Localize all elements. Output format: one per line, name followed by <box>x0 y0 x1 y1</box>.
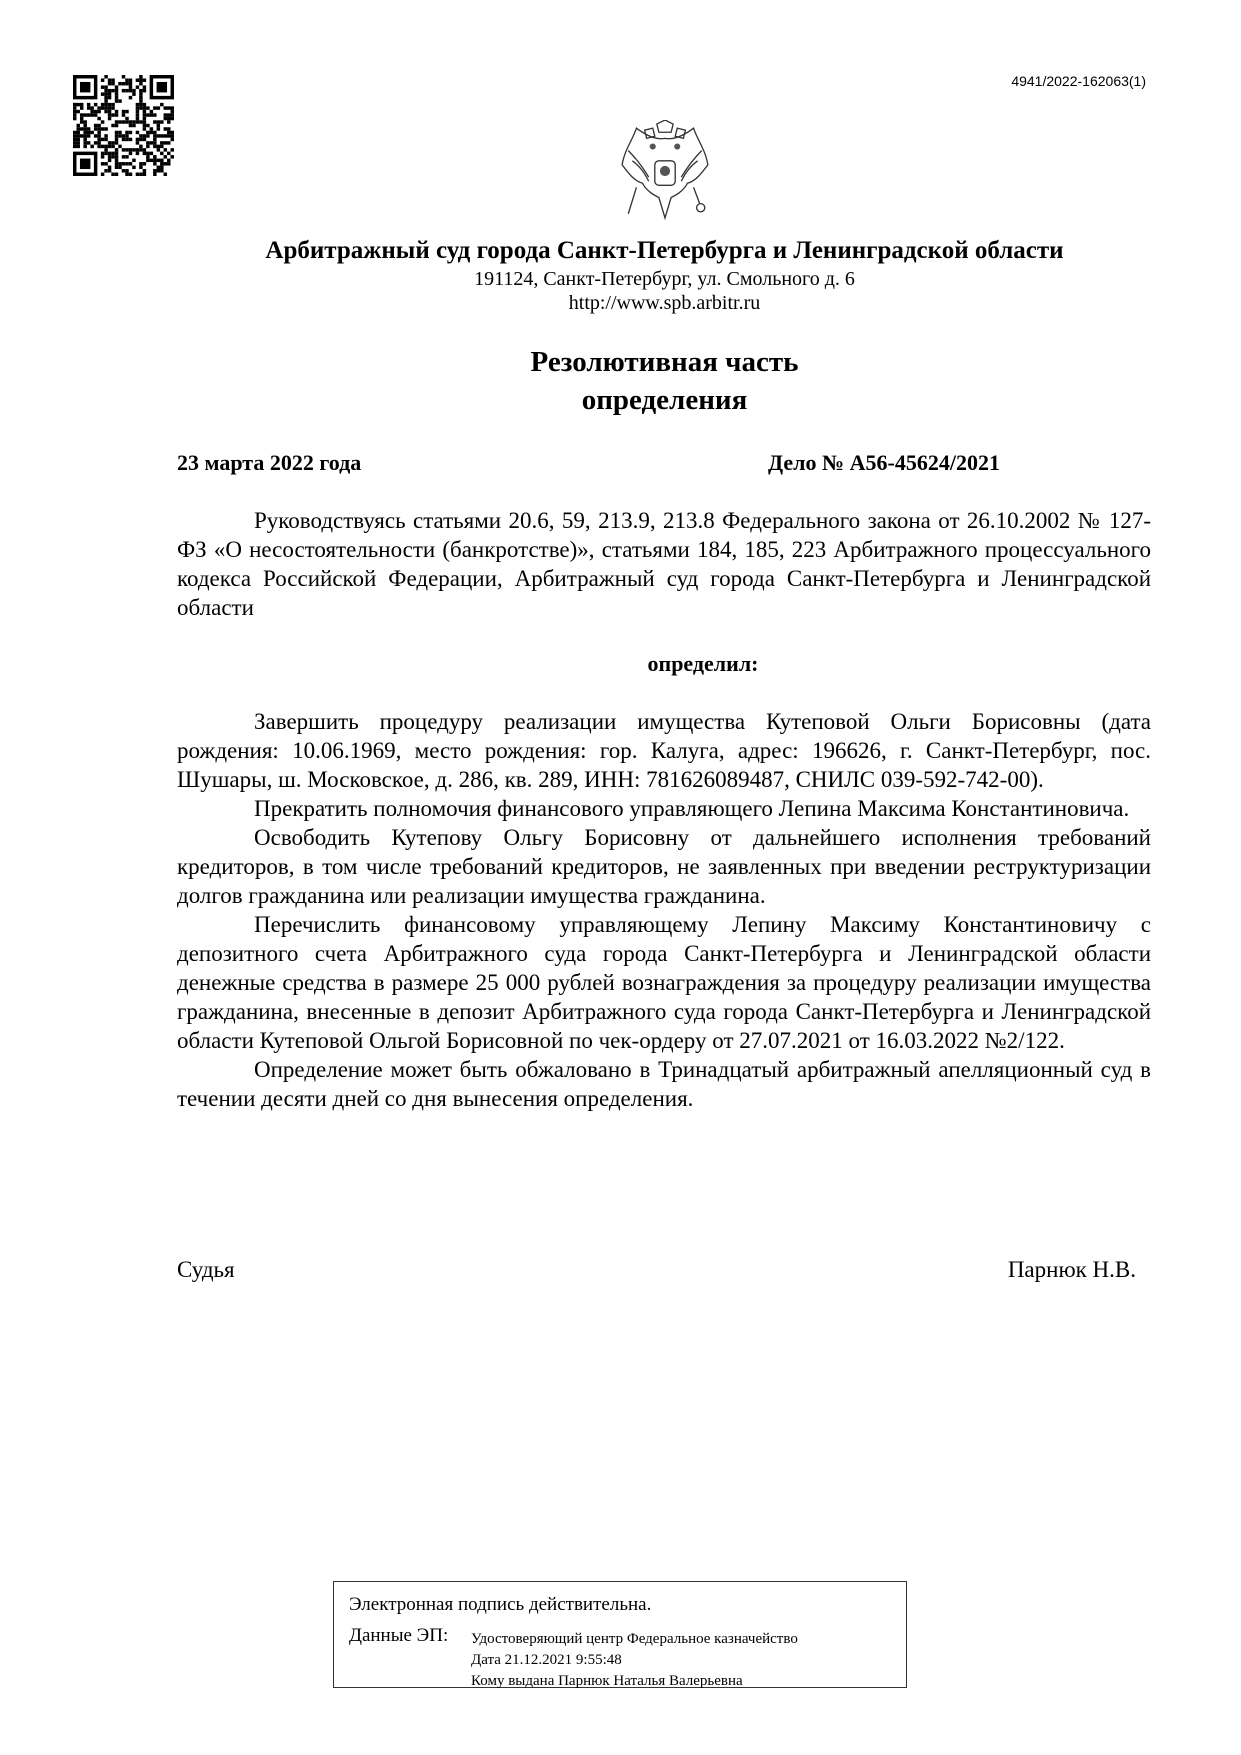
court-address: 191124, Санкт-Петербург, ул. Смольного д. 6 <box>474 268 855 290</box>
case-number: Дело № А56-45624/2021 <box>768 450 1000 475</box>
ruling-paragraph: Прекратить полномочия финансового управляющего Лепина Максима Константиновича. <box>254 796 1130 821</box>
ruling-paragraph: Освободить Кутепову Ольгу Борисовну от дальнейшего исполнения требований кредиторов, в том числе требований кредиторов, не заявленных при введении реструктуризации долгов гражданина или реализации имущества гражданина. <box>177 825 1151 908</box>
signature-data-label: Данные ЭП: <box>349 1625 449 1646</box>
signature-issuer: Удостоверяющий центр Федеральное казначейство <box>471 1631 798 1647</box>
ruling-paragraph: Перечислить финансовому управляющему Лепину Максиму Константиновичу с депозитного счета Арбитражного суда города Санкт-Петербурга и Ленинградской области денежные средства в размере 25 000 рублей вознаграждения за процедуру реализации имущества гражданина, внесенные в депозит Арбитражного суда города Санкт-Петербурга и Ленинградской области Кутеповой Ольгой Борисовной по чек-ордеру от 27.07.2021 от 16.03.2022 №2/122. <box>177 912 1151 1053</box>
document-id-stamp: 4941/2022-162063(1) <box>1011 73 1146 89</box>
signature-valid-text: Электронная подпись действительна. <box>349 1594 652 1615</box>
ruling-paragraph: Завершить процедуру реализации имущества Кутеповой Ольги Борисовны (дата рождения: 10.06.1969, место рождения: гор. Калуга, адрес: 196626, г. Санкт-Петербург, пос. Шушары, ш. Московское, д. 286, кв. 289, ИНН: 781626089487, СНИЛС 039-592-742-00). <box>177 709 1151 792</box>
preamble-text: Руководствуясь статьями 20.6, 59, 213.9, 213.8 Федерального закона от 26.10.2002 № 127-ФЗ «О несостоятельности (банкротстве)», статьями 184, 185, 223 Арбитражного процессуального кодекса Российской Федерации, Арбитражный суд города Санкт-Петербурга и Ленинградской области <box>177 508 1151 620</box>
document-date: 23 марта 2022 года <box>177 450 362 475</box>
document-title: Резолютивная часть <box>530 346 799 378</box>
signature-issued-to: Кому выдана Парнюк Наталья Валерьевна <box>471 1673 743 1689</box>
court-website: http://www.spb.arbitr.ru <box>568 292 761 314</box>
document-subtitle: определения <box>581 384 748 416</box>
decided-heading: определил: <box>647 651 759 676</box>
coat-of-arms-emblem <box>613 120 717 222</box>
judge-name: Парнюк Н.В. <box>1007 1257 1136 1282</box>
qr-code <box>73 75 174 176</box>
electronic-signature-box <box>333 1581 907 1688</box>
rulings <box>177 707 1151 1113</box>
judge-label: Судья <box>177 1257 235 1282</box>
ruling-paragraph: Определение может быть обжаловано в Тринадцатый арбитражный апелляционный суд в течении десяти дней со дня вынесения определения. <box>177 1057 1151 1111</box>
signature-date: Дата 21.12.2021 9:55:48 <box>471 1652 622 1668</box>
signature-details <box>471 1629 798 1692</box>
court-name: Арбитражный суд города Санкт-Петербурга и Ленинградской области <box>265 237 1064 264</box>
preamble <box>177 506 1151 622</box>
